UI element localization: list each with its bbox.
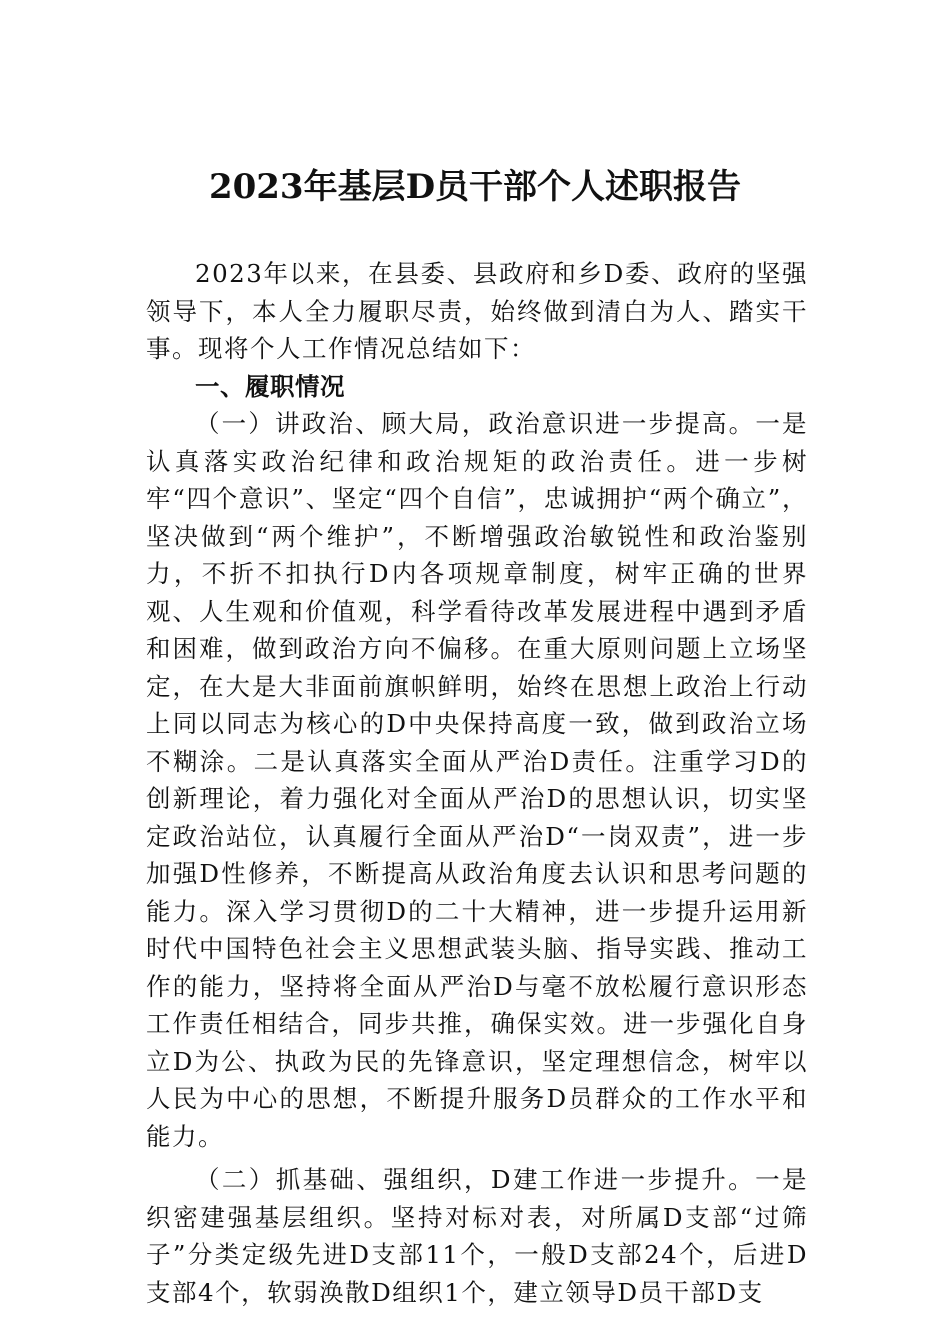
document-title: 2023年基层D员干部个人述职报告 xyxy=(208,167,742,207)
document-body xyxy=(146,255,808,1311)
paragraph-item-2: （二）抓基础、强组织，D建工作进一步提升。一是织密建强基层组织。坚持对标对表，对所属D支部“过筛子”分类定级先进D支部11个，一般D支部24个，后进D支部4个，软弱涣散D组织1个，建立领导D员干部D支 xyxy=(146,1165,808,1307)
paragraph-item-1: （一）讲政治、顾大局，政治意识进一步提高。一是认真落实政治纪律和政治规矩的政治责任。进一步树牢“四个意识”、坚定“四个自信”，忠诚拥护“两个确立”，坚决做到“两个维护”，不断增强政治敏锐性和政治鉴别力，不折不扣执行D内各项规章制度，树牢正确的世界观、人生观和价值观，科学看待改革发展进程中遇到矛盾和困难，做到政治方向不偏移。在重大原则问题上立场坚定，在大是大非面前旗帜鲜明，始终在思想上政治上行动上同以同志为核心的D中央保持高度一致，做到政治立场不糊涂。二是认真落实全面从严治D责任。注重学习D的创新理论，着力强化对全面从严治D的思想认识，切实坚定政治站位，认真履行全面从严治D“一岗双责”，进一步加强D性修养，不断提高从政治角度去认识和思考问题的能力。深入学习贯彻D的二十大精神，进一步提升运用新时代中国特色社会主义思想武装头脑、指导实践、推动工作的能力，坚持将全面从严治D与毫不放松履行意识形态工作责任相结合，同步共推，确保实效。进一步强化自身立D为公、执政为民的先锋意识，坚定理想信念，树牢以人民为中心的思想，不断提升服务D员群众的工作水平和能力。 xyxy=(146,409,808,1151)
section-heading: 一、履职情况 xyxy=(195,371,345,401)
intro-paragraph: 2023年以来，在县委、县政府和乡D委、政府的坚强领导下，本人全力履职尽责，始终做到清白为人、踏实干事。现将个人工作情况总结如下： xyxy=(146,259,808,363)
